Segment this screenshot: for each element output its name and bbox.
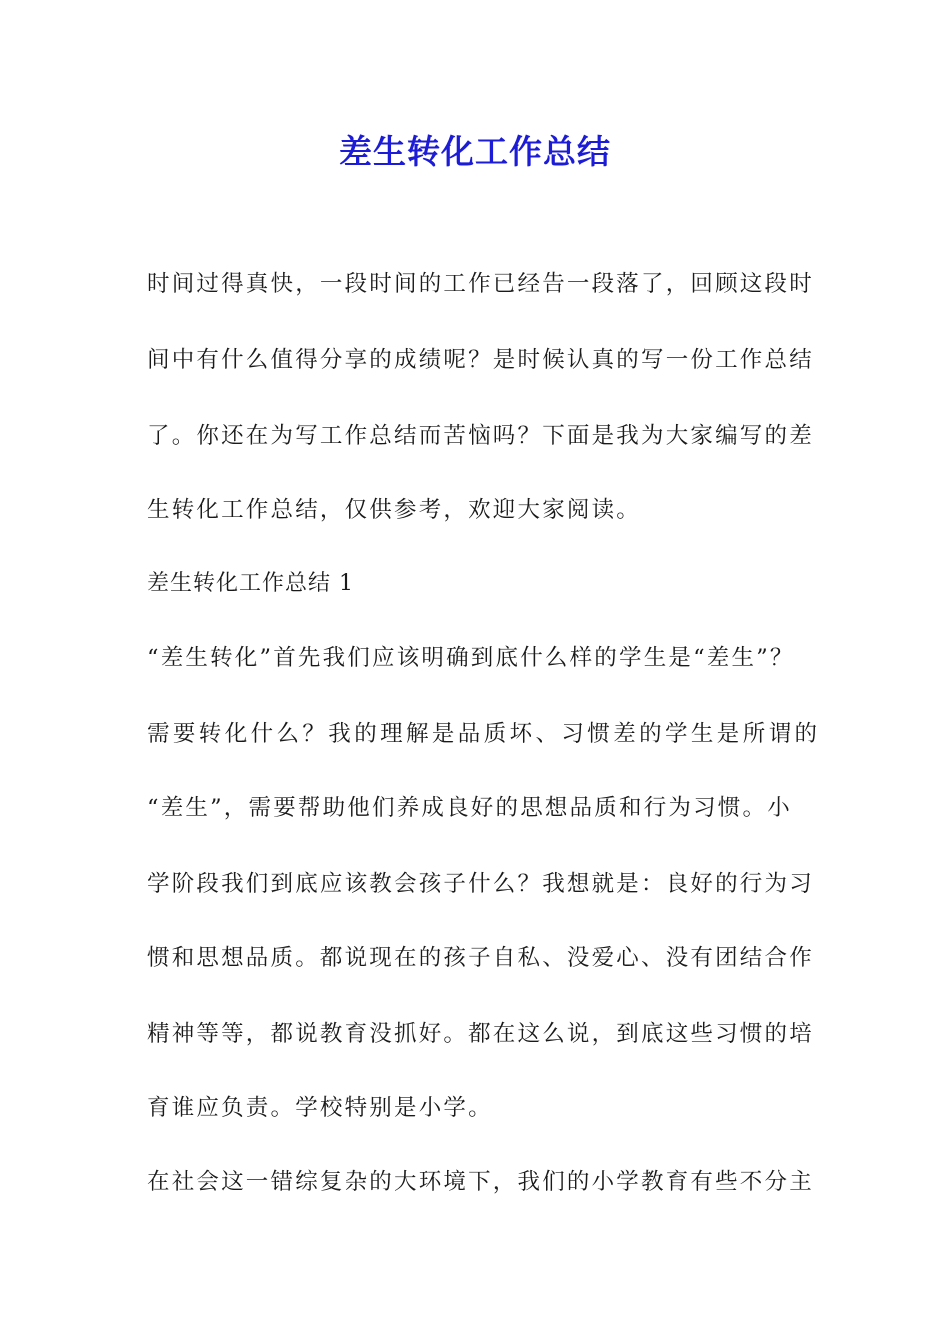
body-line-4: 学阶段我们到底应该教会孩子什么？我想就是：良好的行为习 — [147, 871, 814, 897]
body-line-8: 在社会这一错综复杂的大环境下，我们的小学教育有些不分主 — [147, 1169, 814, 1195]
body-line-7: 育谁应负责。学校特别是小学。 — [147, 1095, 493, 1121]
section-heading: 差生转化工作总结 1 — [147, 571, 354, 596]
intro-line-2: 间中有什么值得分享的成绩呢？是时候认真的写一份工作总结 — [147, 347, 814, 373]
body-line-1: “差生转化”首先我们应该明确到底什么样的学生是“差生”？ — [147, 645, 795, 671]
body-line-5: 惯和思想品质。都说现在的孩子自私、没爱心、没有团结合作 — [147, 945, 814, 971]
document-title: 差生转化工作总结 — [339, 132, 611, 171]
intro-line-4: 生转化工作总结，仅供参考，欢迎大家阅读。 — [147, 497, 642, 523]
body-line-6: 精神等等，都说教育没抓好。都在这么说，到底这些习惯的培 — [147, 1021, 814, 1047]
body-line-2: 需要转化什么？我的理解是品质坏、习惯差的学生是所谓的 — [147, 721, 821, 747]
body-line-3: “差生”，需要帮助他们养成良好的思想品质和行为习惯。小 — [147, 795, 792, 821]
intro-line-1: 时间过得真快，一段时间的工作已经告一段落了，回顾这段时 — [147, 271, 814, 297]
intro-line-3: 了。你还在为写工作总结而苦恼吗？下面是我为大家编写的差 — [147, 423, 814, 449]
